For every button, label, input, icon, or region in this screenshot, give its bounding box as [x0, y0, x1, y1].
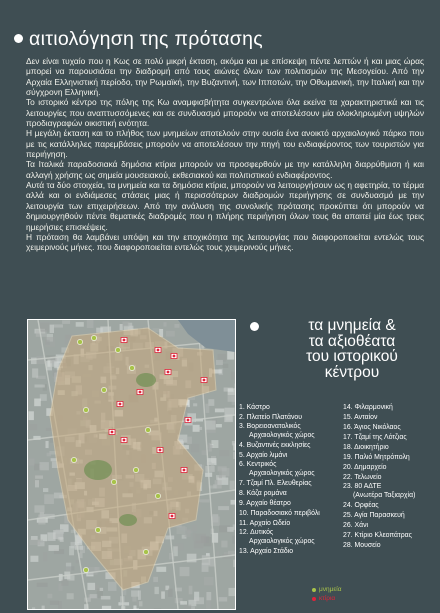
city-block [223, 364, 228, 368]
city-block [61, 580, 68, 586]
title-line: κέντρου [324, 363, 380, 381]
city-block [206, 430, 216, 433]
monument-list-item: 16. Άγιος Νικόλαος [343, 424, 401, 431]
city-block [96, 585, 100, 591]
city-block [122, 321, 129, 326]
city-block [67, 593, 74, 599]
city-block [228, 392, 235, 402]
monument-list-item: 20. Δημαρχείο [343, 464, 387, 471]
city-block [155, 587, 159, 594]
historic-center-map [27, 319, 236, 610]
city-block [180, 567, 190, 576]
monument-marker [77, 339, 82, 344]
monument-list-item: Αρχαιολογικός χώρος [249, 538, 315, 545]
monuments-title [262, 318, 440, 380]
paragraph: Αυτά τα δύο στοιχεία, τα μνημεία και τα δημόσια κτίρια, μπορούν να λειτουργήσουν ως η αφετηρία, το τέρμα αλλά και οι ενδιάμεσες στάσεις μιας ή περισσότερων διαδρομών περιήγησης σε συνδυασμό με την λειτουργία των επιχειρήσεων. Από την ανάλυση της συνολικής πρότασης προκύπτει ότι μπορούν να δημιουργηθούν πέντε θεματικές διαδρομές που η πλήρης περιήγηση όλων τους θα απαιτεί μία έως τρεις ημερήσιες επισκέψεις. [26, 180, 424, 232]
city-block [47, 532, 55, 541]
city-block [28, 411, 34, 420]
city-block [229, 588, 236, 596]
city-block [191, 444, 200, 452]
city-block [29, 424, 37, 430]
monument-list-item: 5. Αρχαίο λιμάνι [239, 452, 288, 459]
city-block [35, 480, 39, 487]
city-block [101, 596, 111, 600]
title-line: τα αξιοθέατα [308, 332, 396, 350]
red-dot-icon [312, 597, 316, 601]
monument-list-item: Αρχαιολογικός χώρος [249, 432, 315, 439]
city-block [168, 589, 173, 597]
monument-list-item: 12. Δυτικός [239, 529, 274, 536]
city-block [131, 590, 139, 596]
city-block [193, 403, 197, 406]
city-block [66, 566, 75, 570]
city-block [204, 577, 214, 585]
legend-buildings-label: κτίρια [319, 595, 336, 602]
page-title: αιτιολόγηση της πρότασης [29, 28, 263, 50]
city-block [118, 602, 129, 605]
monument-marker [145, 427, 150, 432]
monument-marker [71, 457, 76, 462]
monument-marker [115, 347, 120, 352]
city-block [50, 601, 59, 605]
city-block [95, 567, 100, 571]
city-block [191, 607, 195, 610]
city-block [69, 546, 74, 555]
building-marker-dot [203, 379, 206, 382]
city-block [231, 372, 235, 380]
city-block [40, 323, 49, 332]
building-marker-dot [111, 431, 114, 434]
city-block [96, 328, 103, 333]
green-dot-icon [312, 588, 316, 592]
city-block [231, 500, 236, 505]
building-marker-dot [123, 339, 126, 342]
city-block [164, 322, 167, 326]
monument-marker [133, 467, 138, 472]
monument-list-item: 27. Κτίριο Κλεοπάτρας [343, 532, 412, 539]
monument-list-item: 14. Φιλαρμονική [343, 404, 393, 411]
monument-marker [83, 407, 88, 412]
legend-buildings [312, 594, 341, 603]
city-block [189, 586, 193, 595]
monument-list-item: 25. Αγία Παρασκευή [343, 512, 405, 519]
city-block [39, 465, 43, 469]
city-block [207, 445, 213, 448]
city-block [35, 385, 45, 388]
city-block [224, 502, 227, 505]
monument-list-item: 19. Παλιό Μητρόπολη [343, 454, 410, 461]
city-block [230, 481, 235, 490]
legend-monuments [312, 585, 341, 594]
city-block [153, 577, 158, 582]
building-marker-dot [123, 439, 126, 442]
title-line: του ιστορικού [306, 348, 398, 365]
city-block [100, 588, 104, 591]
monument-marker [143, 549, 148, 554]
city-block [120, 324, 123, 330]
city-block [47, 594, 52, 599]
park-area [136, 373, 156, 387]
section-heading-row [14, 28, 263, 51]
city-block [199, 499, 209, 502]
city-block [45, 337, 55, 347]
monument-list-item: 1. Κάστρο [239, 404, 270, 411]
city-block [29, 459, 35, 466]
city-block [139, 601, 143, 606]
map-image [28, 320, 235, 609]
park-area [84, 460, 112, 480]
monument-list-item: 10. Παραδοσιακό περιβόλι [239, 510, 320, 517]
city-block [219, 470, 222, 479]
monument-marker [101, 387, 106, 392]
city-block [221, 541, 227, 548]
city-block [233, 452, 235, 459]
city-block [219, 597, 228, 601]
city-block [193, 533, 196, 541]
city-block [232, 536, 235, 544]
city-block [187, 437, 192, 444]
monument-list-item: 18. Διοικητήριο [343, 444, 389, 451]
monument-list-item: 7. Τζαμί Πλ. Ελευθερίας [239, 480, 312, 487]
city-block [54, 493, 64, 499]
monuments-list-right [343, 403, 415, 551]
city-block [205, 421, 216, 430]
building-marker-dot [157, 349, 160, 352]
monument-marker [95, 527, 100, 532]
city-block [166, 331, 175, 337]
bullet-icon [14, 34, 23, 43]
city-block [227, 527, 234, 532]
city-block [194, 597, 204, 604]
city-block [47, 453, 51, 457]
monument-list-item: 9. Αρχαίο θέατρο [239, 500, 291, 507]
monument-list-item: 8. Κάζα ρομάνα [239, 490, 287, 497]
city-block [161, 591, 165, 598]
justification-text [26, 56, 424, 253]
city-block [43, 552, 47, 561]
city-block [30, 556, 38, 562]
city-block [46, 441, 49, 448]
city-block [42, 606, 45, 609]
monument-list-item: 13. Αρχαίο Στάδιο [239, 548, 294, 555]
city-block [34, 505, 44, 512]
monument-list-item: 3. Βορειοανατολικός [239, 423, 301, 430]
park-area [119, 514, 137, 526]
city-block [185, 529, 191, 537]
monument-list-item: Αρχαιολογικός χώρος [249, 470, 315, 477]
city-block [233, 510, 235, 518]
city-block [43, 488, 48, 492]
city-block [233, 560, 235, 568]
monument-list-item: 4. Βυζαντινές εκκλησίες [239, 442, 311, 449]
monuments-list-left [239, 403, 320, 557]
city-block [31, 536, 38, 540]
monument-list-item: 15. Ανταίον [343, 414, 378, 421]
city-block [225, 408, 235, 416]
monument-marker [129, 365, 134, 370]
monument-list-item: 26. Χάνι [343, 522, 369, 529]
building-marker-dot [119, 403, 122, 406]
city-block [32, 368, 38, 377]
city-block [40, 394, 47, 401]
paragraph: Η μεγάλη έκταση και το πλήθος των μνημείων αποτελούν στην ουσία ένα ανοικτό αρχαιολογικό πάρκο που με τις κατάλληλες παρεμβάσεις μπορούν να αποτελέσουν την πηγή του ενδιαφέροντος των τουριστών για περιήγηση. [26, 128, 424, 160]
city-block [216, 424, 222, 427]
city-block [216, 360, 223, 365]
bullet-icon [250, 322, 259, 331]
city-block [49, 545, 59, 551]
building-marker-dot [171, 515, 174, 518]
city-block [76, 322, 84, 327]
building-marker-dot [139, 391, 142, 394]
paragraph: Τα Ιταλικά παραδοσιακά δημόσια κτίρια μπορούν να προσφερθούν με την κατάλληλη διαρρύθμιση ή και αλλαγή χρήσης ως σημεία μουσειακού, εκθεσιακού και πολιτιστικού ενδιαφέροντος. [26, 159, 424, 180]
city-block [58, 537, 63, 541]
city-block [87, 320, 94, 328]
city-block [206, 592, 211, 600]
city-block [108, 582, 117, 591]
map-legend [312, 585, 341, 603]
monument-list-item: 23. 80 ΑΔΤΕ [343, 483, 382, 490]
city-block [184, 605, 191, 609]
city-block [219, 450, 229, 456]
city-block [174, 324, 179, 328]
title-line: τα μνημεία & [308, 317, 396, 334]
city-block [196, 534, 206, 544]
monument-list-item: 17. Τζαμί της Λότζιας [343, 434, 407, 441]
paragraph: Δεν είναι τυχαίο που η Κως σε πολύ μικρή έκταση, ακόμα και με επίσκεψη πέντε λεπτών ή και μιας ώρας μπορεί να παρουσιάσει την διαδρομή από τους αιώνες όλων των πολιτισμών της Μεσογείου. Από την Αρχαία Ελληνιστική περίοδο, την Ρωμαϊκή, την Βυζαντινή, των Ιπποτών, την Οθωμανική, την Ιταλική και την σύγχρονη Ελληνική. [26, 56, 424, 98]
city-block [87, 583, 95, 590]
city-block [156, 567, 166, 572]
city-block [34, 399, 41, 407]
city-block [38, 515, 45, 525]
monument-list-item: 2. Πλατείο Πλατάνου [239, 414, 302, 421]
monument-list-item: 6. Κεντρικός [239, 461, 277, 468]
city-block [154, 608, 161, 609]
city-block [54, 324, 63, 327]
city-block [232, 441, 235, 445]
city-block [206, 601, 210, 609]
city-block [202, 555, 210, 565]
city-block [35, 475, 43, 478]
city-block [205, 404, 209, 413]
building-marker-dot [167, 371, 170, 374]
monument-list-item: 24. Ορφέας [343, 502, 379, 509]
city-block [38, 540, 43, 543]
paragraph: Η πρόταση θα λαμβάνει υπόψη και την εποχικότητα της λειτουργίας που διαφοροποιείται εντελώς τους χειμερινούς μήνες. που διαφοροποιείται εντελώς τους χειμερινούς μήνες. [26, 231, 424, 253]
city-block [132, 597, 136, 602]
building-marker-dot [173, 355, 176, 358]
monument-list-item: 28. Μουσείο [343, 542, 381, 549]
monument-list-item: 11. Αρχαίο Ωδείο [239, 520, 291, 527]
city-block [50, 325, 54, 333]
monument-marker [83, 567, 88, 572]
monument-marker [111, 479, 116, 484]
city-block [215, 409, 224, 413]
legend-monuments-label: μνημεία [319, 586, 342, 593]
building-marker-dot [159, 449, 162, 452]
city-block [102, 606, 111, 609]
city-block [84, 598, 91, 602]
building-marker-dot [187, 419, 190, 422]
city-block [180, 601, 187, 605]
monument-marker [155, 493, 160, 498]
monument-marker [91, 335, 96, 340]
monument-list-item: (Ανωτέρα Ταξιαρχία) [353, 492, 416, 499]
paragraph: Το ιστορικό κέντρο της πόλης της Κω αναμφισβήτητα συγκεντρώνει όλα εκείνα τα χαρακτηριστικά και τις λειτουργίες που αναπτυσσόμενες και σε συνδυασμό μπορούν να αποτελέσουν μία ολοκληρωμένη υψηλών προδιαγραφών οικιστική ενότητα. [26, 97, 424, 129]
city-block [195, 427, 202, 430]
city-block [32, 607, 35, 609]
city-block [44, 494, 54, 504]
city-block [37, 583, 48, 587]
city-block [62, 320, 70, 324]
city-block [218, 506, 229, 510]
city-block [133, 608, 139, 609]
building-marker-dot [183, 469, 186, 472]
city-block [37, 356, 46, 364]
monument-list-item: 22. Τελωνείο [343, 474, 382, 481]
